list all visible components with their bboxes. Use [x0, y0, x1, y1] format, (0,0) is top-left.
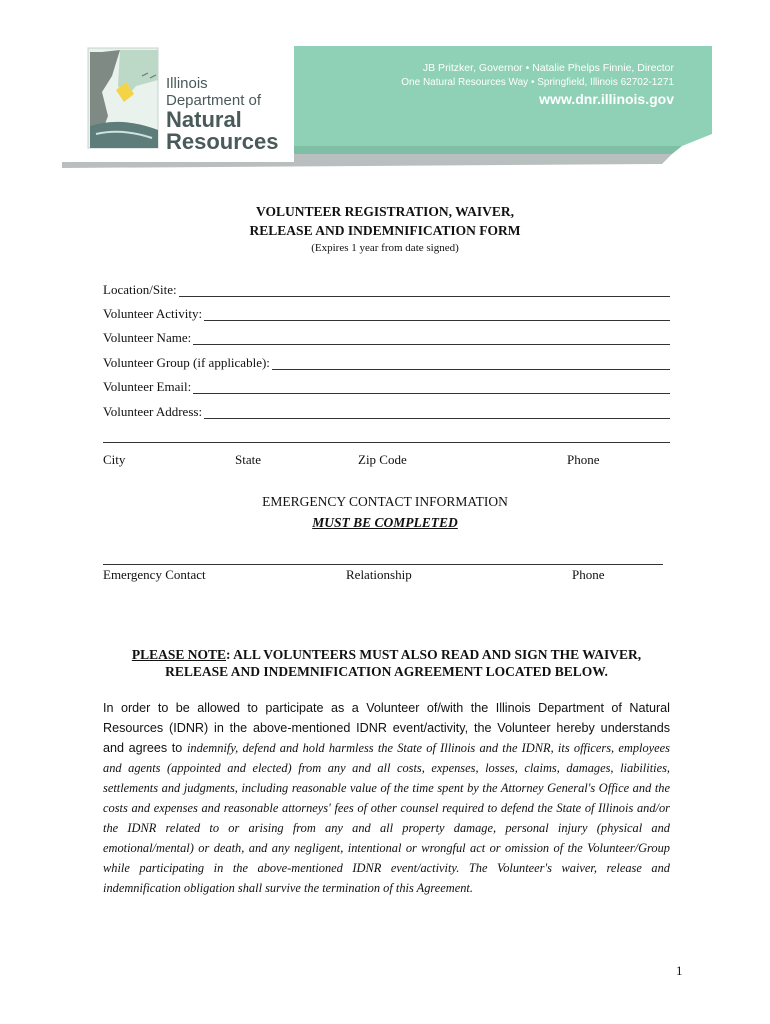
emergency-contact-field[interactable]	[103, 548, 663, 568]
title-line-1: VOLUNTEER REGISTRATION, WAIVER,	[255, 204, 515, 219]
address-field-2[interactable]	[103, 426, 670, 446]
phone-label: Phone	[567, 452, 600, 467]
location-line[interactable]	[103, 296, 670, 297]
website-link[interactable]: www.dnr.illinois.gov	[539, 91, 674, 107]
state-label: State	[235, 452, 261, 467]
address-line-2[interactable]	[103, 442, 670, 443]
must-be-completed: MUST BE COMPLETED	[312, 515, 458, 530]
agreement-italic: indemnify, defend and hold harmless the State of Illinois and the IDNR, its officers, employees and agents (appointed and elected) from any and all costs, expenses, losses, claims, damages, liabilities, settlements and judgments, including reasonable value of the time spent by the Attorney General's Office and the costs and expenses and reasonable attorneys' fees of other counsel required to defend the State of Illinois and/or the IDNR related to or arising from any and all property damage, personal injury (physical and emotional/mental) or death, and any negligent, intentional or wrongful act or omission of the Volunteer/Group while participating in the above-mentioned IDNR event/activity. The Volunteer's waiver, release and indemnification obligation shall survive the termination of this Agreement.	[103, 741, 670, 895]
agency-line-2: Department of	[166, 92, 262, 109]
group-field[interactable]	[103, 353, 670, 373]
agency-line-3: Natural	[166, 107, 242, 132]
address-field[interactable]	[103, 402, 670, 422]
emergency-phone-label: Phone	[572, 567, 605, 582]
please-note-prefix: PLEASE NOTE	[131, 647, 227, 662]
agency-line-4: Resources	[166, 129, 279, 154]
emergency-contact-label: Emergency Contact	[103, 567, 206, 582]
emergency-heading: EMERGENCY CONTACT INFORMATION	[262, 494, 508, 509]
name-field[interactable]	[103, 328, 670, 348]
location-field[interactable]	[103, 280, 670, 300]
please-note	[103, 646, 670, 680]
agency-line-1: Illinois	[166, 75, 208, 92]
banner-text	[401, 62, 674, 107]
page-number: 1	[676, 963, 683, 978]
address-line: One Natural Resources Way • Springfield, Illinois 62702-1271	[401, 77, 674, 88]
title-line-2: RELEASE AND INDEMNIFICATION FORM	[249, 223, 521, 238]
please-note-line-2: RELEASE AND INDEMNIFICATION AGREEMENT LOCATED BELOW.	[165, 664, 608, 679]
activity-label: Volunteer Activity:	[103, 306, 203, 321]
location-label: Location/Site:	[103, 282, 177, 297]
expires-note: (Expires 1 year from date signed)	[311, 242, 459, 254]
address-label: Volunteer Address:	[103, 404, 203, 419]
emergency-line[interactable]	[103, 564, 663, 565]
agency-name	[166, 76, 279, 153]
form-title	[0, 202, 770, 257]
agreement-paragraph	[103, 698, 670, 898]
letterhead	[62, 46, 712, 168]
email-field[interactable]	[103, 377, 670, 397]
email-label: Volunteer Email:	[103, 379, 192, 394]
agreement-plain: In order to be allowed to participate as a Volunteer of/with the Illinois Department of Natural Resources (IDNR) in the above-mentioned IDNR event/activity, the Volunteer hereby understands and agrees to	[103, 701, 670, 755]
city-label: City	[103, 452, 126, 467]
relationship-label: Relationship	[346, 567, 412, 582]
activity-field[interactable]	[103, 304, 670, 324]
group-label: Volunteer Group (if applicable):	[103, 355, 270, 370]
officials-line: JB Pritzker, Governor • Natalie Phelps Finnie, Director	[422, 62, 674, 74]
please-note-line-1: : ALL VOLUNTEERS MUST ALSO READ AND SIGN THE WAIVER,	[226, 647, 642, 662]
zip-label: Zip Code	[358, 452, 407, 467]
name-label: Volunteer Name:	[103, 330, 192, 345]
